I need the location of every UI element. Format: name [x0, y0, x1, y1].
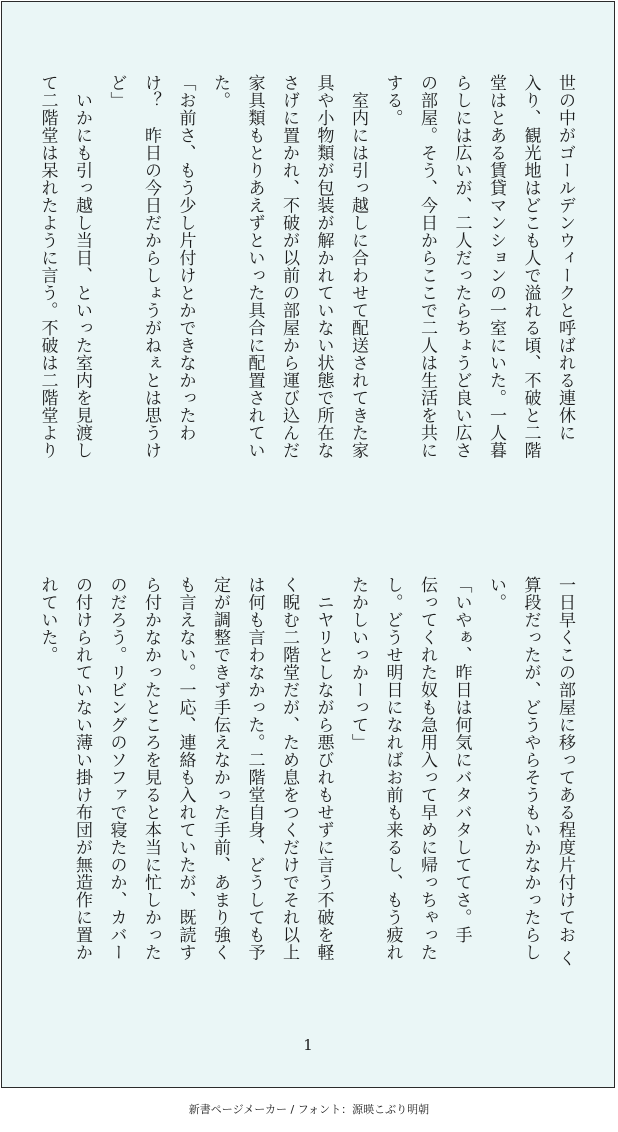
page-number: 1	[303, 1036, 313, 1054]
book-page	[1, 1, 615, 1088]
text-block-top: 世の中がゴールデンウィークと呼ばれる連休に 入り、観光地はどこも人で溢れる頃、不破と二階 堂はとある賃貸マンションの一室にいた。一人暮 らしには広いが、二人だったらちょうど良い広さ の部屋。そう、今日からここで二人は生活を共に する。 室内には引っ越しに合わせて配送されてきた家 具や小物類が包装が解かれていない状態で所在な さげに置かれ、不破が以前の部屋から運び込んだ 家具類もとりあえずといった具合に配置されてい た。 「お前さ、もう少し片付けとかできなかったわ け？ 昨日の今日だからしょうがねぇとは思うけ ど」 いかにも引っ越し当日、といった室内を見渡し て二階堂は呆れたように言う。不破は二階堂より	[37, 74, 575, 459]
footer-credit: 新書ページメーカー / フォント：源暎こぶり明朝	[188, 1103, 430, 1116]
text-block-bottom: 一日早くこの部屋に移ってある程度片付けてお く 算段だったが、どうやらそうもいかなかったらし い。 「いやぁ、昨日は何気にバタバタしててさ。手 伝ってくれた奴も急用入って早めに帰っちゃった し。どうせ明日になればお前も来るし、もう疲れ たかしいっかーって」 ニヤリとしながら悪びれもせずに言う不破を軽 く睨む二階堂だが、ため息をつくだけでそれ以上 は何も言わなかった。二階堂自身、どうしても予 定が調整できず手伝えなかった手前、あまり強く も言えない。一応、連絡も入れていたが、既読す ら付かなかったところを見ると本当に忙しかった のだろう。リビングのソファで寝たのか、カバー の付けられていない薄い掛け布団が無造作に置か れていた。	[37, 576, 575, 967]
